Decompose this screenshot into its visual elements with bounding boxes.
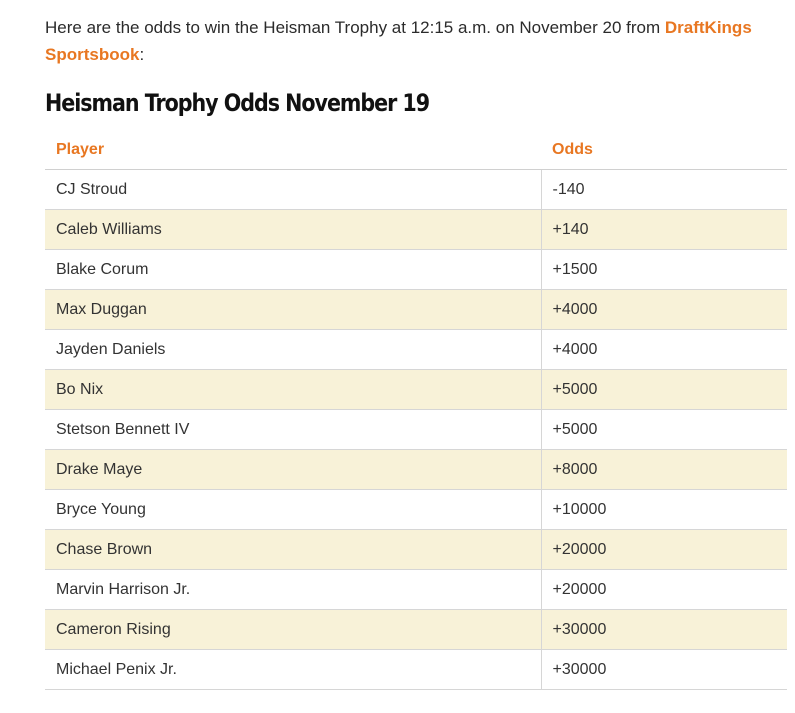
intro-text-end: : xyxy=(139,45,145,64)
player-name: Cameron Rising xyxy=(45,610,541,650)
table-row xyxy=(45,410,787,450)
table-row xyxy=(45,490,787,530)
odds-value: +140 xyxy=(541,210,787,250)
odds-value: +4000 xyxy=(541,330,787,370)
table-row xyxy=(45,530,787,570)
intro-paragraph xyxy=(45,14,775,68)
player-name: Michael Penix Jr. xyxy=(45,650,541,690)
draftkings-sportsbook-link[interactable]: DraftKings Sportsbook xyxy=(45,18,752,64)
player-name: Drake Maye xyxy=(45,450,541,490)
player-column-header: Player xyxy=(45,130,541,170)
player-name: CJ Stroud xyxy=(45,170,541,210)
odds-value: +10000 xyxy=(541,490,787,530)
table-row xyxy=(45,170,787,210)
odds-table xyxy=(45,130,787,690)
player-name: Marvin Harrison Jr. xyxy=(45,570,541,610)
table-row xyxy=(45,250,787,290)
table-row xyxy=(45,610,787,650)
player-name: Max Duggan xyxy=(45,290,541,330)
table-row xyxy=(45,570,787,610)
odds-value: +1500 xyxy=(541,250,787,290)
page-title: Heisman Trophy Odds November 19 xyxy=(45,89,430,117)
table-header-row xyxy=(45,130,787,170)
table-body xyxy=(45,170,787,690)
player-name: Bo Nix xyxy=(45,370,541,410)
odds-value: +30000 xyxy=(541,610,787,650)
player-name: Caleb Williams xyxy=(45,210,541,250)
odds-value: +30000 xyxy=(541,650,787,690)
player-name: Chase Brown xyxy=(45,530,541,570)
player-name: Jayden Daniels xyxy=(45,330,541,370)
intro-text: Here are the odds to win the Heisman Trophy at 12:15 a.m. on November 20 from xyxy=(45,18,665,37)
player-name: Bryce Young xyxy=(45,490,541,530)
table-row xyxy=(45,450,787,490)
odds-value: +5000 xyxy=(541,410,787,450)
odds-value: +4000 xyxy=(541,290,787,330)
table-row xyxy=(45,290,787,330)
odds-value: +20000 xyxy=(541,570,787,610)
table-row xyxy=(45,330,787,370)
table-row xyxy=(45,650,787,690)
odds-column-header: Odds xyxy=(541,130,787,170)
table-row xyxy=(45,370,787,410)
odds-value: -140 xyxy=(541,170,787,210)
player-name: Stetson Bennett IV xyxy=(45,410,541,450)
odds-value: +5000 xyxy=(541,370,787,410)
odds-value: +8000 xyxy=(541,450,787,490)
table-row xyxy=(45,210,787,250)
odds-value: +20000 xyxy=(541,530,787,570)
player-name: Blake Corum xyxy=(45,250,541,290)
